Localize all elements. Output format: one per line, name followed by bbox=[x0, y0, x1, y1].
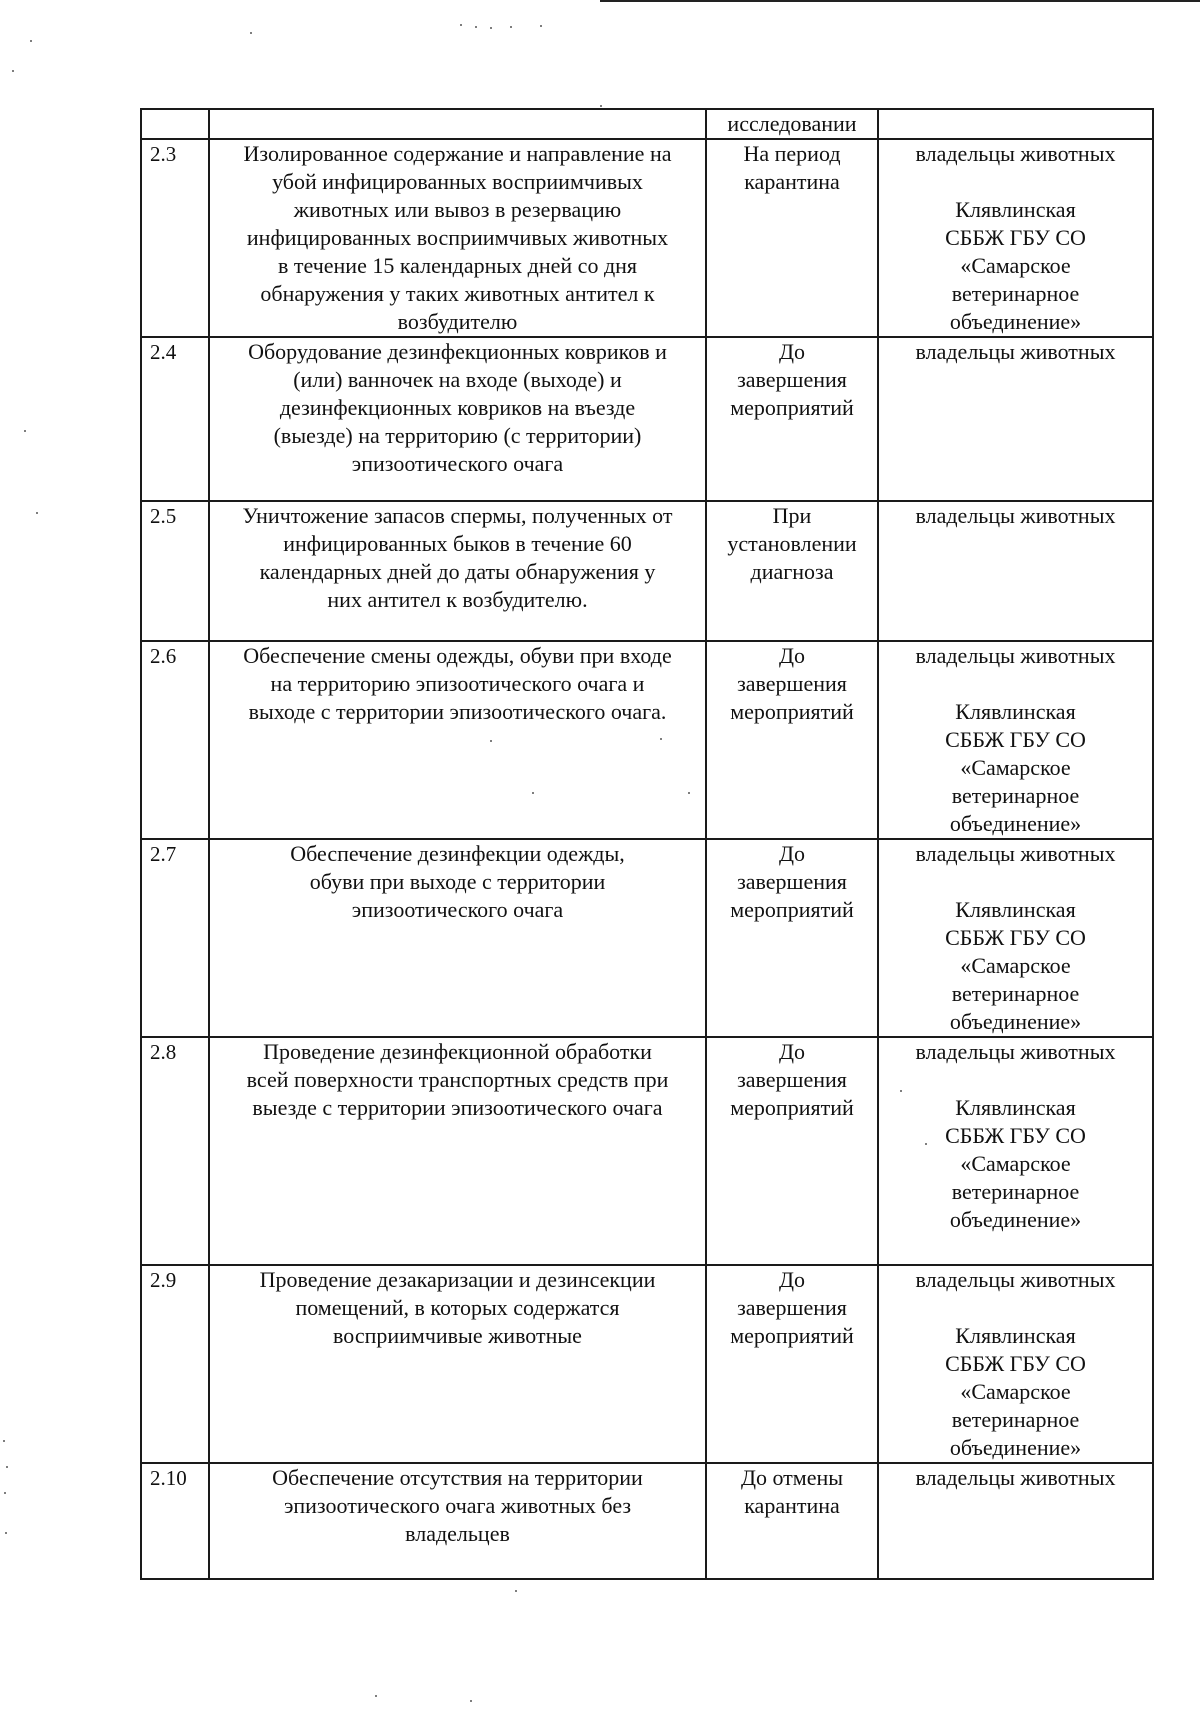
responsible-cell-line: ветеринарное bbox=[951, 1179, 1080, 1204]
action-cell-line: Проведение дезакаризации и дезинсекции bbox=[259, 1267, 656, 1292]
term-cell-line: завершения bbox=[737, 1295, 847, 1320]
scan-speckle bbox=[4, 1492, 6, 1494]
scan-speckle bbox=[5, 1532, 7, 1534]
term-cell bbox=[706, 501, 878, 641]
responsible-cell-line: «Самарское bbox=[960, 953, 1071, 978]
responsible-cell-line: СББЖ ГБУ СО bbox=[945, 727, 1086, 752]
action-cell-line: (выезде) на территорию (с территории) bbox=[273, 423, 642, 448]
responsible-cell-line bbox=[883, 168, 1148, 196]
responsible-cell-line: объединение» bbox=[949, 309, 1082, 334]
responsible-cell bbox=[878, 139, 1153, 337]
action-cell-line: выезде с территории эпизоотического очага bbox=[252, 1095, 663, 1120]
row-number-cell: 2.10 bbox=[141, 1463, 209, 1579]
term-cell-line: мероприятий bbox=[730, 1095, 854, 1120]
term-cell-line: карантина bbox=[744, 1493, 840, 1518]
responsible-cell-line bbox=[883, 1294, 1148, 1322]
scan-speckle bbox=[925, 1143, 927, 1145]
term-cell-line: карантина bbox=[744, 169, 840, 194]
responsible-cell-line: «Самарское bbox=[960, 1151, 1071, 1176]
scan-speckle bbox=[3, 1440, 5, 1442]
scan-speckle bbox=[12, 70, 14, 72]
term-cell-line: На период bbox=[743, 141, 841, 166]
term-cell-line: До bbox=[778, 339, 805, 364]
top-edge-rule bbox=[600, 0, 1200, 2]
responsible-cell bbox=[878, 1463, 1153, 1579]
measures-table-body bbox=[141, 109, 1153, 1579]
term-cell-line: До bbox=[778, 643, 805, 668]
responsible-cell bbox=[878, 337, 1153, 501]
responsible-cell-line: владельцы животных bbox=[915, 1039, 1116, 1064]
responsible-cell-line: Клявлинская bbox=[955, 699, 1076, 724]
action-cell bbox=[209, 1037, 706, 1265]
scan-speckle bbox=[900, 1090, 902, 1092]
term-cell-line: До bbox=[778, 1267, 805, 1292]
scan-speckle bbox=[475, 26, 477, 28]
responsible-cell-line: Клявлинская bbox=[955, 1095, 1076, 1120]
responsible-cell bbox=[878, 501, 1153, 641]
responsible-cell-line: ветеринарное bbox=[951, 281, 1080, 306]
action-cell-line: Оборудование дезинфекционных ковриков и bbox=[248, 339, 667, 364]
term-cell bbox=[706, 337, 878, 501]
scan-speckle bbox=[510, 26, 512, 28]
row-number-cell: 2.5 bbox=[141, 501, 209, 641]
responsible-cell-line: ветеринарное bbox=[951, 981, 1080, 1006]
scan-speckle bbox=[375, 1695, 377, 1697]
responsible-cell-line: владельцы животных bbox=[915, 339, 1116, 364]
term-cell-line: мероприятий bbox=[730, 897, 854, 922]
responsible-cell bbox=[878, 1265, 1153, 1463]
table-row bbox=[141, 501, 1153, 641]
action-cell-line: дезинфекционных ковриков на въезде bbox=[279, 395, 636, 420]
action-cell-line: инфицированных быков в течение 60 bbox=[283, 531, 632, 556]
action-cell-line: календарных дней до даты обнаружения у bbox=[259, 559, 656, 584]
scan-speckle bbox=[470, 1700, 472, 1702]
term-cell-line: установлении bbox=[727, 531, 857, 556]
responsible-cell-line: владельцы животных bbox=[915, 503, 1116, 528]
scan-speckle bbox=[515, 1590, 517, 1592]
responsible-cell-line: объединение» bbox=[949, 811, 1082, 836]
table-row bbox=[141, 1265, 1153, 1463]
action-cell-line: них антител к возбудителю. bbox=[327, 587, 588, 612]
responsible-cell-line: владельцы животных bbox=[915, 141, 1116, 166]
term-cell-line: До отмены bbox=[740, 1465, 844, 1490]
scan-speckle bbox=[688, 792, 690, 794]
action-cell bbox=[209, 641, 706, 839]
row-number-cell: 2.7 bbox=[141, 839, 209, 1037]
term-cell bbox=[706, 1037, 878, 1265]
action-cell-line: инфицированных восприимчивых животных bbox=[246, 225, 669, 250]
action-cell bbox=[209, 1463, 706, 1579]
responsible-cell-line bbox=[883, 670, 1148, 698]
term-cell-line: До bbox=[778, 1039, 805, 1064]
responsible-cell-line: «Самарское bbox=[960, 755, 1071, 780]
term-cell-line: завершения bbox=[737, 367, 847, 392]
action-cell-line: убой инфицированных восприимчивых bbox=[272, 169, 643, 194]
table-row bbox=[141, 139, 1153, 337]
scan-speckle bbox=[490, 740, 492, 742]
table-header-continuation-row bbox=[141, 109, 1153, 139]
scan-speckle bbox=[540, 25, 542, 27]
table-row bbox=[141, 1037, 1153, 1265]
table-row bbox=[141, 641, 1153, 839]
responsible-cell-line: Клявлинская bbox=[955, 897, 1076, 922]
term-cell-line: диагноза bbox=[750, 559, 834, 584]
scan-speckle bbox=[24, 430, 26, 432]
row-number-cell: 2.9 bbox=[141, 1265, 209, 1463]
term-cell-line: завершения bbox=[737, 671, 847, 696]
action-cell-line: Обеспечение смены одежды, обуви при входе bbox=[243, 643, 672, 668]
action-cell-line: восприимчивые животные bbox=[333, 1323, 582, 1348]
action-cell-line: обнаружения у таких животных антител к bbox=[260, 281, 655, 306]
term-cell-line: завершения bbox=[737, 1067, 847, 1092]
table-row bbox=[141, 839, 1153, 1037]
action-cell-line: выходе с территории эпизоотического очага. bbox=[248, 699, 667, 724]
responsible-cell-line: объединение» bbox=[949, 1009, 1082, 1034]
responsible-cell-line: владельцы животных bbox=[915, 1465, 1116, 1490]
scan-speckle bbox=[30, 40, 32, 42]
action-cell-line: эпизоотического очага животных без bbox=[283, 1493, 632, 1518]
responsible-cell-line: «Самарское bbox=[960, 253, 1071, 278]
responsible-cell-line: СББЖ ГБУ СО bbox=[945, 1351, 1086, 1376]
action-cell-line: (или) ванночек на входе (выходе) и bbox=[293, 367, 622, 392]
action-cell-line: на территорию эпизоотического очага и bbox=[270, 671, 645, 696]
action-cell bbox=[209, 139, 706, 337]
responsible-cell-line: владельцы животных bbox=[915, 643, 1116, 668]
action-cell bbox=[209, 337, 706, 501]
row-number-cell: 2.6 bbox=[141, 641, 209, 839]
term-cell bbox=[706, 641, 878, 839]
action-cell-line: эпизоотического очага bbox=[351, 451, 564, 476]
header-num-cell bbox=[141, 109, 209, 139]
action-cell-line: владельцев bbox=[405, 1521, 510, 1546]
term-cell-line: мероприятий bbox=[730, 1323, 854, 1348]
table-row bbox=[141, 1463, 1153, 1579]
action-cell-line: животных или вывоз в резервацию bbox=[293, 197, 622, 222]
row-number-cell: 2.4 bbox=[141, 337, 209, 501]
responsible-cell-line bbox=[883, 1066, 1148, 1094]
scan-speckle bbox=[460, 24, 462, 26]
responsible-cell-line: объединение» bbox=[949, 1207, 1082, 1232]
responsible-cell-line: «Самарское bbox=[960, 1379, 1071, 1404]
action-cell bbox=[209, 1265, 706, 1463]
measures-table bbox=[140, 108, 1154, 1580]
scan-speckle bbox=[490, 27, 492, 29]
responsible-cell-line: ветеринарное bbox=[951, 783, 1080, 808]
responsible-cell-line bbox=[883, 868, 1148, 896]
action-cell bbox=[209, 501, 706, 641]
term-cell-line: мероприятий bbox=[730, 699, 854, 724]
scan-speckle bbox=[36, 512, 38, 514]
responsible-cell-line: СББЖ ГБУ СО bbox=[945, 925, 1086, 950]
action-cell-line: Обеспечение дезинфекции одежды, bbox=[290, 841, 625, 866]
table-row bbox=[141, 337, 1153, 501]
action-cell-line: Изолированное содержание и направление на bbox=[243, 141, 672, 166]
header-term-cell: исследовании bbox=[706, 109, 878, 139]
term-cell-line: При bbox=[772, 503, 812, 528]
term-cell bbox=[706, 839, 878, 1037]
scan-speckle bbox=[250, 32, 252, 34]
responsible-cell-line: ветеринарное bbox=[951, 1407, 1080, 1432]
action-cell bbox=[209, 839, 706, 1037]
action-cell-line: возбудителю bbox=[397, 309, 518, 334]
scan-speckle bbox=[660, 738, 662, 740]
row-number-cell: 2.3 bbox=[141, 139, 209, 337]
responsible-cell-line: Клявлинская bbox=[955, 1323, 1076, 1348]
row-number-cell: 2.8 bbox=[141, 1037, 209, 1265]
header-responsible-cell bbox=[878, 109, 1153, 139]
term-cell bbox=[706, 139, 878, 337]
action-cell-line: Проведение дезинфекционной обработки bbox=[263, 1039, 652, 1064]
action-cell-line: Уничтожение запасов спермы, полученных от bbox=[242, 503, 673, 528]
action-cell-line: в течение 15 календарных дней со дня bbox=[277, 253, 638, 278]
responsible-cell-line: объединение» bbox=[949, 1435, 1082, 1460]
responsible-cell-line: СББЖ ГБУ СО bbox=[945, 225, 1086, 250]
responsible-cell-line: СББЖ ГБУ СО bbox=[945, 1123, 1086, 1148]
action-cell-line: эпизоотического очага bbox=[351, 897, 564, 922]
scan-speckle bbox=[600, 105, 602, 107]
responsible-cell-line: Клявлинская bbox=[955, 197, 1076, 222]
responsible-cell bbox=[878, 1037, 1153, 1265]
responsible-cell bbox=[878, 641, 1153, 839]
term-cell-line: До bbox=[778, 841, 805, 866]
action-cell-line: обуви при выходе с территории bbox=[309, 869, 606, 894]
action-cell-line: Обеспечение отсутствия на территории bbox=[272, 1465, 643, 1490]
responsible-cell-line: владельцы животных bbox=[915, 841, 1116, 866]
responsible-cell-line: владельцы животных bbox=[915, 1267, 1116, 1292]
term-cell bbox=[706, 1265, 878, 1463]
term-cell-line: завершения bbox=[737, 869, 847, 894]
scan-speckle bbox=[532, 792, 534, 794]
responsible-cell bbox=[878, 839, 1153, 1037]
header-action-cell bbox=[209, 109, 706, 139]
action-cell-line: всей поверхности транспортных средств при bbox=[246, 1067, 669, 1092]
term-cell bbox=[706, 1463, 878, 1579]
action-cell-line: помещений, в которых содержатся bbox=[295, 1295, 620, 1320]
term-cell-line: мероприятий bbox=[730, 395, 854, 420]
scan-speckle bbox=[6, 1466, 8, 1468]
